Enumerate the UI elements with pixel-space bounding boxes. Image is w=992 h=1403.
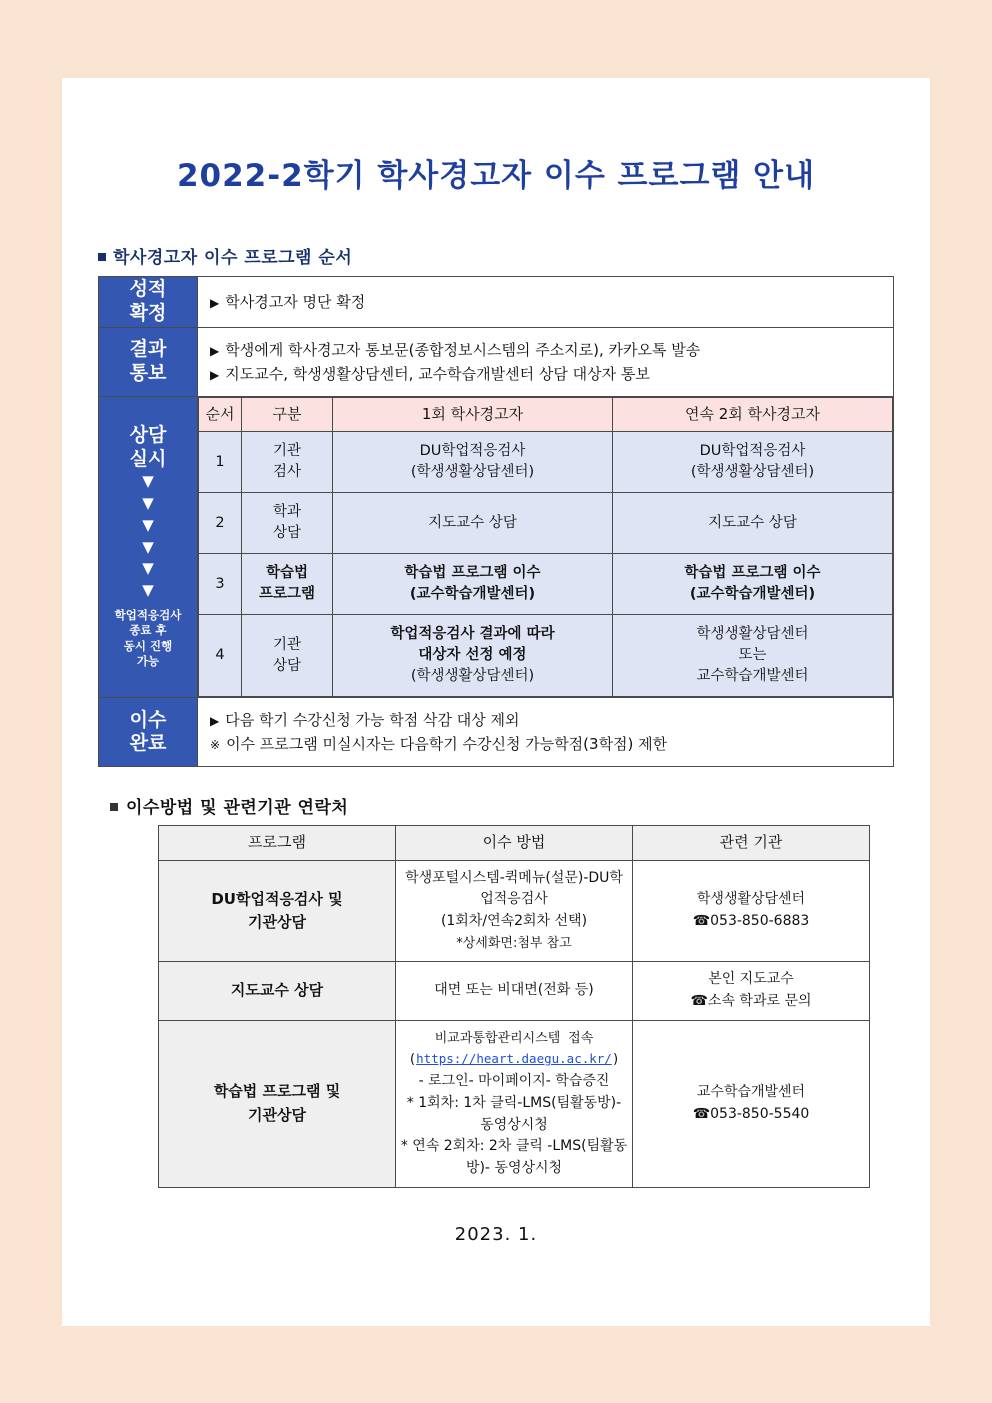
- complete-line-2: [210, 732, 881, 756]
- table-row-grade: [99, 277, 894, 328]
- cell-method-prefix: 비교과통합관리시스템 접속(: [408, 1030, 594, 1068]
- cell-first-line2: (학생생활상담센터): [410, 464, 535, 481]
- cell-program-line1: 학습법 프로그램 및: [213, 1082, 341, 1101]
- table-row: [159, 1020, 870, 1187]
- triangle-bullet-icon: ▶: [210, 714, 220, 729]
- col-header-second: 연속 2회 학사경고자: [613, 397, 893, 432]
- square-bullet-icon: [98, 253, 106, 261]
- counsel-detail-table: [198, 397, 893, 698]
- cell-first-line1: DU학업적응검사: [419, 443, 526, 460]
- down-arrow-icon: ▼: [142, 537, 154, 556]
- cell-program-line2: 기관상담: [248, 1105, 306, 1124]
- cell-second-line1: 학생생활상담센터: [696, 626, 809, 643]
- cell-kind-line2: 상담: [272, 657, 301, 674]
- grade-line-1-text: 학사경고자 명단 확정: [225, 292, 366, 311]
- cell-method-suffix: ): [611, 1052, 620, 1068]
- reference-mark-icon: ※: [210, 738, 221, 753]
- cell-kind-line1: 기관: [272, 443, 301, 460]
- cell-kind-line2: 검사: [272, 464, 301, 481]
- stage-complete-line1: 이수: [129, 708, 167, 731]
- table-row: [159, 860, 870, 962]
- stage-counsel-note-4: 가능: [136, 654, 160, 669]
- cell-method: [396, 962, 633, 1020]
- cell-method-line1: 학생포털시스템-퀵메뉴(설문)-DU학업적응검사: [405, 869, 623, 908]
- stage-grade-line1: 성적: [129, 278, 167, 300]
- table-row: [159, 962, 870, 1020]
- cell-program: [159, 1020, 396, 1187]
- cell-first-line2: 대상자 선정 예정: [418, 647, 527, 664]
- cell-kind-line2: 프로그램: [258, 586, 316, 603]
- down-arrow-icon: ▼: [142, 494, 154, 513]
- cell-method-line2: (1회차/연속2회차 선택): [440, 913, 588, 930]
- cell-first-line1: 학업적응검사 결과에 따라: [390, 626, 555, 643]
- cell-program-line2: 기관상담: [248, 913, 306, 932]
- down-arrow-icon: ▼: [142, 515, 154, 534]
- cell-kind: [242, 493, 333, 554]
- stage-notice-line2: 통보: [129, 361, 167, 384]
- cell-kind-line1: 기관: [272, 636, 301, 653]
- complete-line-2-text: 이수 프로그램 미실시자는 다음학기 수강신청 가능학점(3학점) 제한: [226, 735, 668, 754]
- table-row: [199, 493, 893, 554]
- page-title: 2022-2학기 학사경고자 이수 프로그램 안내: [176, 158, 816, 194]
- cell-org: [633, 1020, 870, 1187]
- cell-no: 3: [199, 554, 242, 615]
- table-header-row: [199, 397, 893, 432]
- cell-org-line2: ☎053-850-6883: [692, 913, 810, 930]
- cell-org: [633, 860, 870, 962]
- cell-kind-line1: 학습법: [265, 565, 309, 582]
- cell-second-line2: 또는: [738, 647, 767, 664]
- cell-no: 1: [199, 432, 242, 493]
- complete-content: [198, 698, 894, 767]
- col-header-first: 1회 학사경고자: [333, 397, 613, 432]
- cell-program: [159, 962, 396, 1020]
- col-header-program: 프로그램: [159, 826, 396, 860]
- cell-first-line3: (학생생활상담센터): [410, 668, 535, 685]
- stage-grade-line2: 확정: [129, 301, 167, 324]
- complete-line-1: [210, 708, 881, 732]
- triangle-bullet-icon: ▶: [210, 343, 220, 358]
- notice-line-2-text: 지도교수, 학생생활상담센터, 교수학습개발센터 상담 대상자 통보: [225, 364, 650, 383]
- cell-second-line1: 지도교수 상담: [708, 514, 797, 531]
- stage-counsel-line1: 상담: [129, 423, 167, 446]
- heart-system-link[interactable]: https://heart.daegu.ac.kr/: [416, 1051, 612, 1067]
- cell-second: [613, 432, 893, 493]
- cell-kind-line1: 학과: [272, 504, 301, 521]
- cell-second-line1: DU학업적응검사: [699, 443, 806, 460]
- table-row-complete: [99, 698, 894, 767]
- cell-second: [613, 554, 893, 615]
- cell-org-line2: ☎소속 학과로 문의: [690, 993, 812, 1010]
- col-header-method: 이수 방법: [396, 826, 633, 860]
- cell-first-line1: 지도교수 상담: [428, 514, 517, 531]
- notice-line-1: [210, 338, 881, 362]
- cell-kind: [242, 615, 333, 697]
- stage-counsel: [99, 396, 198, 698]
- cell-no: 4: [199, 615, 242, 697]
- down-arrow-icon: ▼: [142, 559, 154, 578]
- cell-method-line2: * 1회차: 1차 클릭-LMS(팀활동방)- 동영상시청: [406, 1094, 622, 1133]
- stage-result-notice: [99, 327, 198, 396]
- cell-org-line1: 교수학습개발센터: [696, 1083, 806, 1100]
- cell-method-line1: - 로그인- 마이페이지- 학습증진: [418, 1073, 610, 1090]
- cell-first-line1: 학습법 프로그램 이수: [404, 565, 541, 582]
- table-row: [199, 432, 893, 493]
- stage-complete-line2: 완료: [129, 732, 167, 755]
- document-page: [62, 78, 930, 1326]
- cell-program: [159, 860, 396, 962]
- triangle-bullet-icon: ▶: [210, 295, 220, 310]
- cell-first: [333, 493, 613, 554]
- cell-second-line3: 교수학습개발센터: [696, 668, 809, 685]
- notice-content: [198, 327, 894, 396]
- cell-second: [613, 493, 893, 554]
- cell-second-line2: (학생생활상담센터): [690, 464, 815, 481]
- cell-first: [333, 554, 613, 615]
- cell-second-line1: 학습법 프로그램 이수: [684, 565, 821, 582]
- cell-program-line1: 지도교수 상담: [230, 981, 324, 1000]
- square-bullet-icon: [110, 803, 118, 811]
- col-header-no: 순서: [199, 397, 242, 432]
- cell-org-line1: 본인 지도교수: [708, 971, 794, 988]
- table-header-row: [159, 826, 870, 860]
- down-arrow-icon: ▼: [142, 472, 154, 491]
- col-header-kind: 구분: [242, 397, 333, 432]
- stage-counsel-note-2: 종료 후: [129, 623, 167, 638]
- counsel-detail-cell: [198, 396, 894, 698]
- table-row-notice: [99, 327, 894, 396]
- program-flow-table: [98, 276, 894, 767]
- complete-line-1-text: 다음 학기 수강신청 가능 학점 삭감 대상 제외: [225, 711, 520, 730]
- col-header-org: 관련 기관: [633, 826, 870, 860]
- grade-content: [198, 277, 894, 328]
- section-heading-contact-text: 이수방법 및 관련기관 연락처: [126, 798, 349, 819]
- table-row: [199, 554, 893, 615]
- cell-method: [396, 860, 633, 962]
- notice-line-2: [210, 362, 881, 386]
- stage-counsel-line2: 실시: [129, 447, 167, 470]
- section-heading-contact: [110, 793, 930, 818]
- cell-org-line1: 학생생활상담센터: [696, 891, 806, 908]
- cell-first-line2: (교수학습개발센터): [409, 586, 536, 603]
- cell-method-line3: * 연속 2회차: 2차 클릭 -LMS(팀활동방)- 동영상시청: [400, 1138, 628, 1176]
- cell-kind: [242, 554, 333, 615]
- cell-first: [333, 432, 613, 493]
- down-arrow-icon: ▼: [142, 581, 154, 600]
- stage-notice-line1: 결과: [129, 337, 167, 360]
- cell-second-line2: (교수학습개발센터): [689, 586, 816, 603]
- stage-counsel-note-1: 학업적응검사: [114, 607, 182, 622]
- cell-org: [633, 962, 870, 1020]
- document-date: 2023. 1.: [454, 1223, 538, 1245]
- cell-second: [613, 615, 893, 697]
- table-row: [199, 615, 893, 697]
- contact-table: [158, 825, 870, 1187]
- stage-grade-confirm: [99, 277, 198, 328]
- stage-complete: [99, 698, 198, 767]
- section-heading-text: 학사경고자 이수 프로그램 순서: [113, 248, 353, 268]
- grade-line-1: [210, 290, 881, 314]
- cell-kind: [242, 432, 333, 493]
- cell-no: 2: [199, 493, 242, 554]
- cell-method-line3: *상세화면:첨부 참고: [456, 935, 572, 951]
- cell-kind-line2: 상담: [272, 525, 301, 542]
- cell-method-line1: 대면 또는 비대면(전화 등): [434, 982, 594, 999]
- cell-first: [333, 615, 613, 697]
- section-heading-program-order: [98, 243, 930, 268]
- cell-method: [396, 1020, 633, 1187]
- notice-line-1-text: 학생에게 학사경고자 통보문(종합정보시스템의 주소지로), 카카오톡 발송: [225, 340, 701, 359]
- cell-program-line1: DU학업적응검사 및: [211, 889, 343, 908]
- stage-counsel-note-3: 동시 진행: [123, 638, 173, 653]
- table-row-counsel: [99, 396, 894, 698]
- cell-org-line2: ☎053-850-5540: [692, 1105, 810, 1122]
- triangle-bullet-icon: ▶: [210, 367, 220, 382]
